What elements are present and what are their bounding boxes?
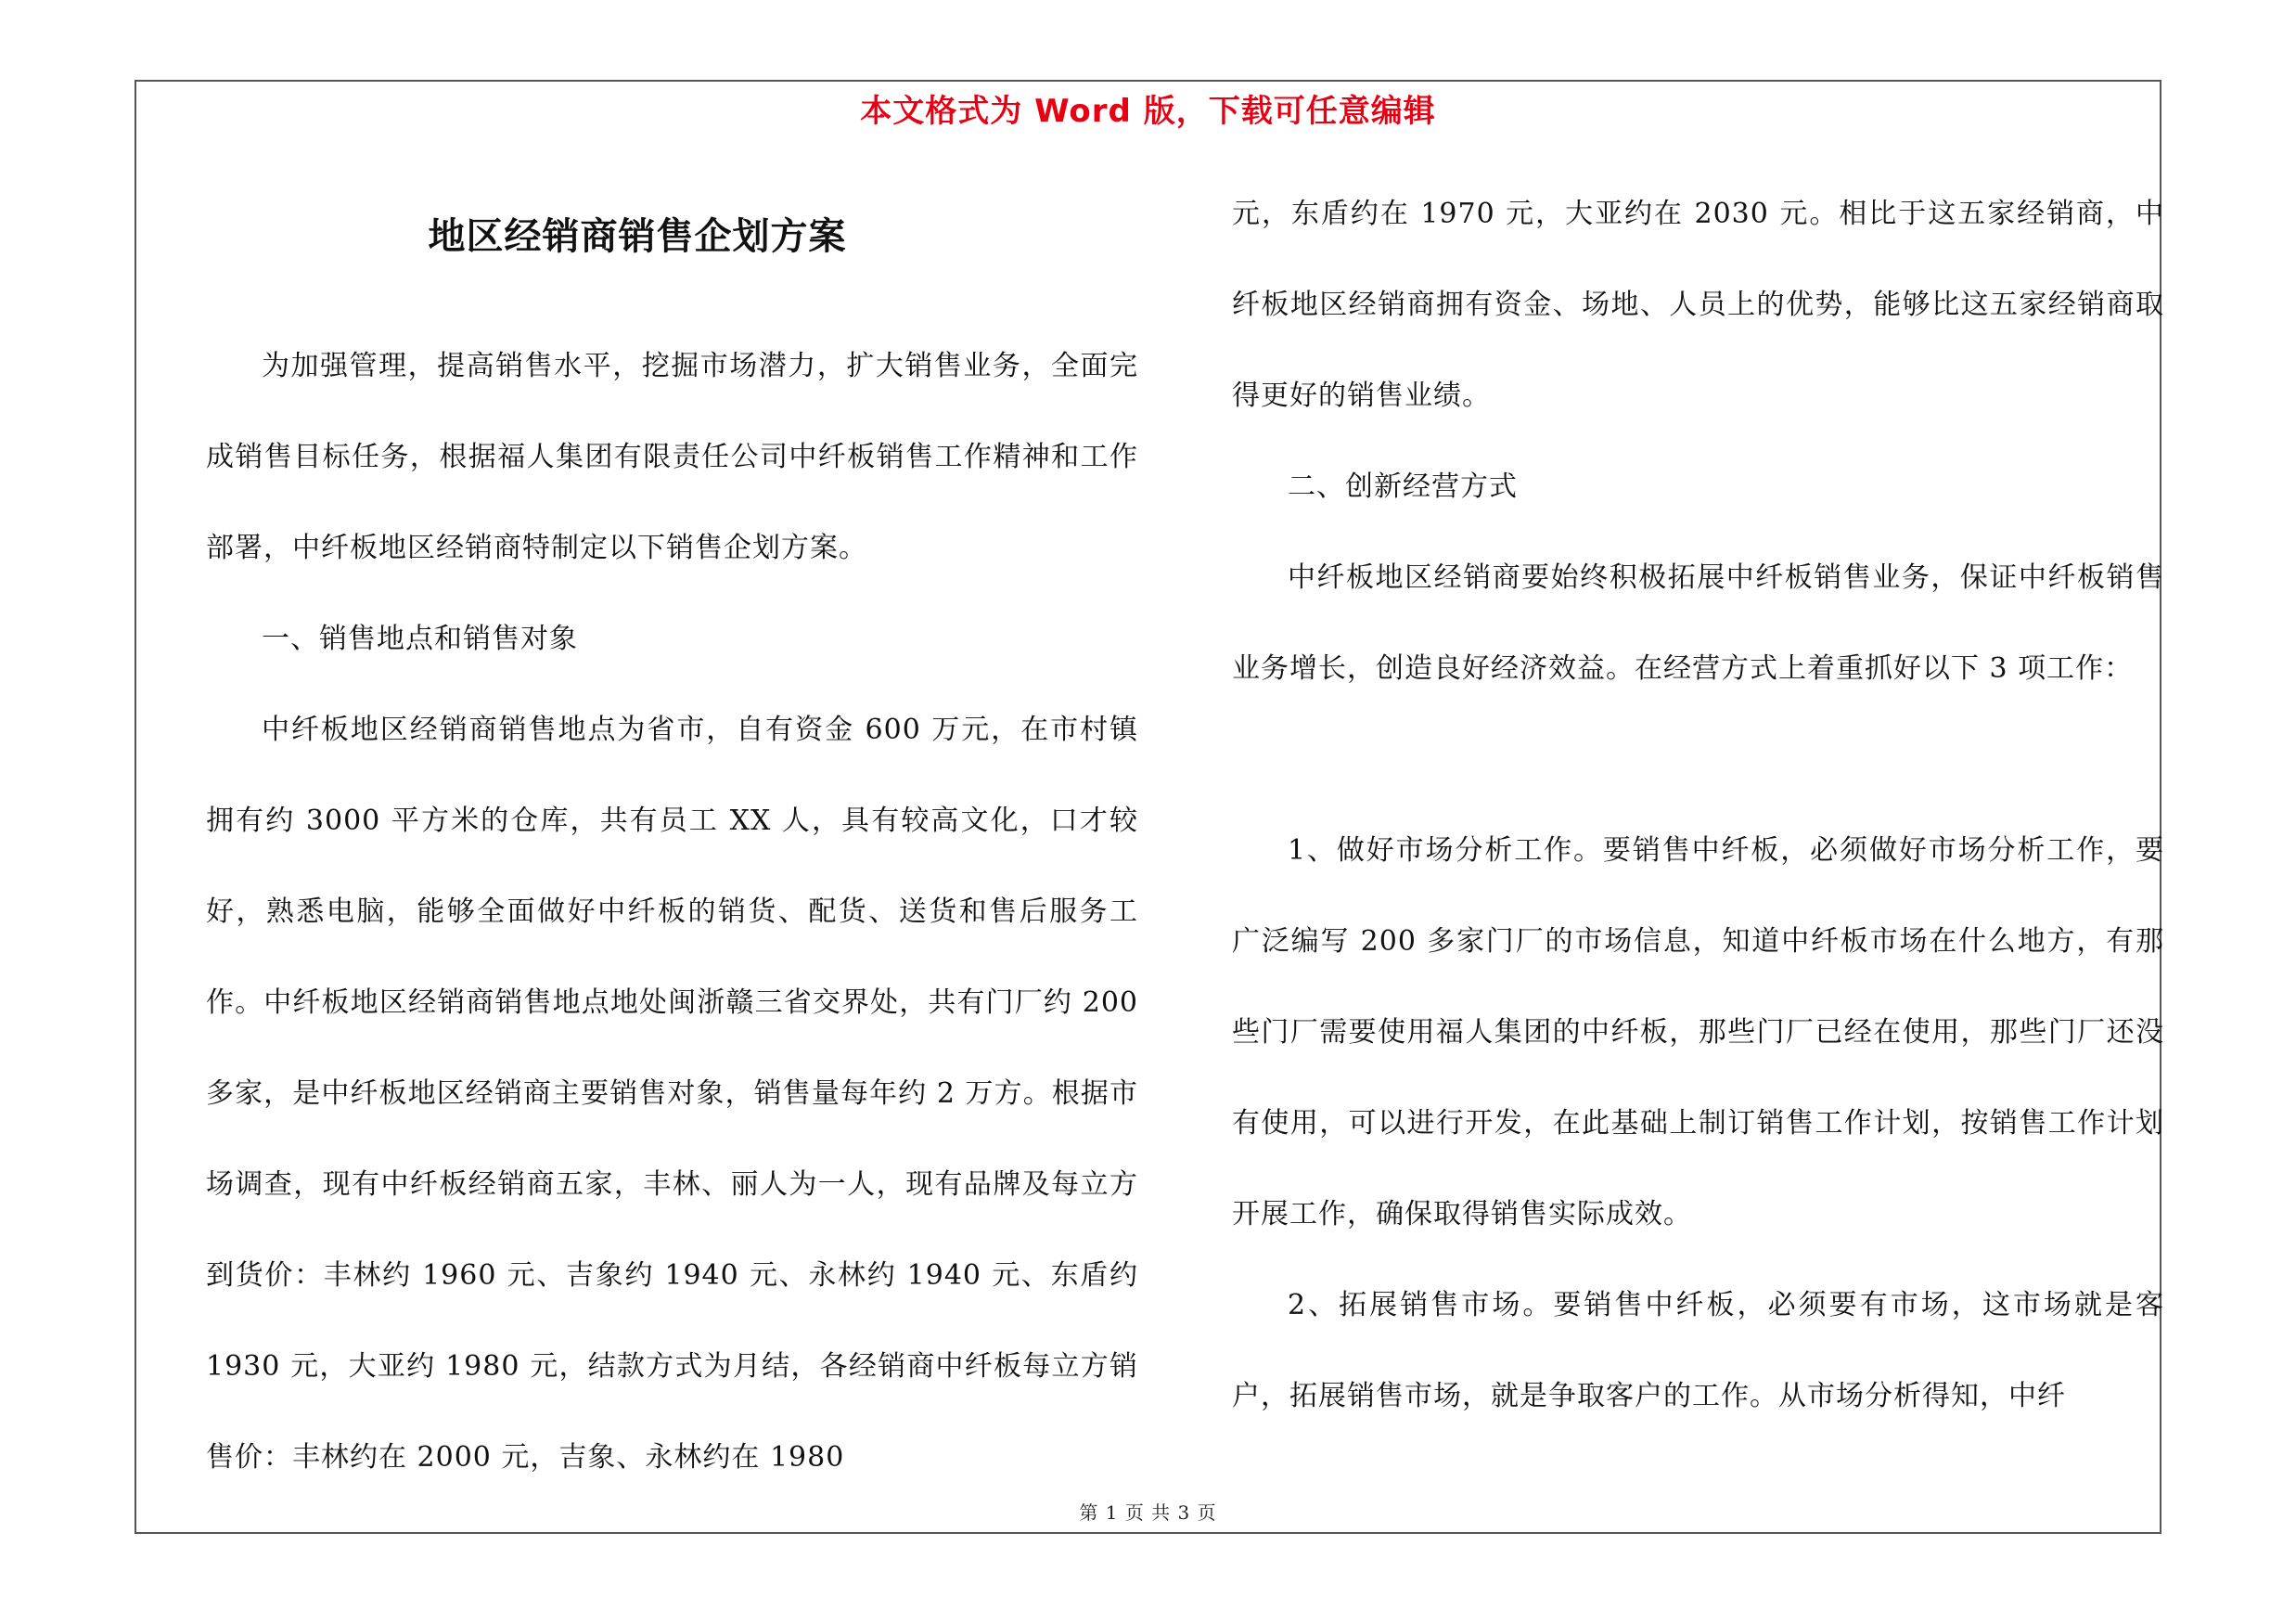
body-paragraph: 中纤板地区经销商销售地点为省市，自有资金 600 万元，在市村镇拥有约 3000 平方米的仓库，共有员工 XX 人，具有较高文化，口才较好，熟悉电脑，能够全面做好中纤板的销货、配货、送货和售后服务工作。中纤板地区经销商销售地点地处闽浙赣三省交界处，共有门厂约 200 多家，是中纤板地区经销商主要销售对象，销售量每年约 2 万方。根据市场调查，现有中纤板经销商五家，丰林、丽人为一人，现有品牌及每立方到货价：丰林约 1960 元、吉象约 1940 元、永林约 1940 元、东盾约 1930 元，大亚约 1980 元，结款方式为月结，各经销商中纤板每立方销售价：丰林约在 2000 元，吉象、永林约在 1980 <box>206 714 1138 1474</box>
right-column <box>1232 0 2164 1623</box>
format-banner: 本文格式为 Word 版，下载可任意编辑 <box>860 93 1436 130</box>
page-number: 第 1 页 共 3 页 <box>1079 1501 1217 1524</box>
document-title: 地区经销商销售企划方案 <box>428 214 847 258</box>
section-heading-1: 一、销售地点和销售对象 <box>262 623 578 655</box>
continued-paragraph: 元，东盾约在 1970 元，大亚约在 2030 元。相比于这五家经销商，中纤板地区经销商拥有资金、场地、人员上的优势，能够比这五家经销商取得更好的销售业绩。 <box>1232 198 2164 412</box>
list-item-2: 2、拓展销售市场。要销售中纤板，必须要有市场，这市场就是客户，拓展销售市场，就是争取客户的工作。从市场分析得知，中纤 <box>1232 1289 2164 1412</box>
list-item-1: 1、做好市场分析工作。要销售中纤板，必须做好市场分析工作，要广泛编写 200 多家门厂的市场信息，知道中纤板市场在什么地方，有那些门厂需要使用福人集团的中纤板，那些门厂已经在使用，那些门厂还没有使用，可以进行开发，在此基础上制订销售工作计划，按销售工作计划开展工作，确保取得销售实际成效。 <box>1232 834 2164 1230</box>
body-paragraph: 中纤板地区经销商要始终积极拓展中纤板销售业务，保证中纤板销售业务增长，创造良好经济效益。在经营方式上着重抓好以下 3 项工作： <box>1232 561 2164 685</box>
intro-paragraph: 为加强管理，提高销售水平，挖掘市场潜力，扩大销售业务，全面完成销售目标任务，根据福人集团有限责任公司中纤板销售工作精神和工作部署，中纤板地区经销商特制定以下销售企划方案。 <box>206 350 1138 564</box>
section-heading-2: 二、创新经营方式 <box>1288 470 1518 503</box>
left-column <box>206 0 1138 1623</box>
